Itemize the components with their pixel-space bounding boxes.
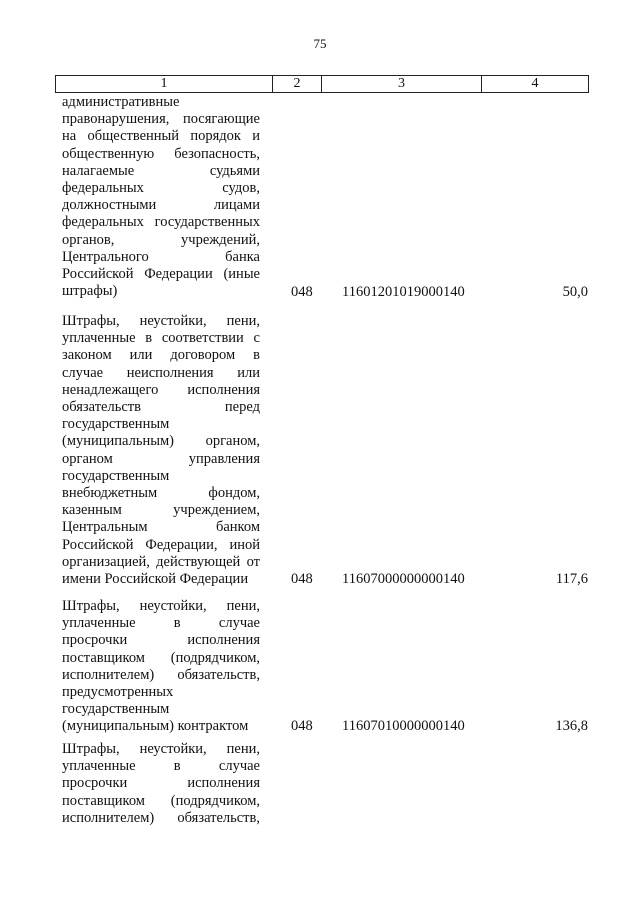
description-line: Российской Федерации (иные [62, 266, 260, 283]
description-line: просрочки исполнения [62, 632, 260, 649]
description-line: административные [62, 94, 180, 110]
description-line: уплаченные в случае [62, 615, 260, 632]
description-line: государственным [62, 701, 170, 718]
row-description [62, 313, 260, 588]
column-header-table [55, 75, 589, 93]
description-line: органов, учреждений, [62, 231, 260, 248]
amount-value: 50,0 [562, 284, 588, 300]
description-line: федеральных судов, [62, 180, 260, 197]
description-line: исполнителем) обязательств, [62, 809, 260, 826]
column-header-row [56, 76, 589, 93]
kbk-code: 11607010000000140 [342, 718, 465, 734]
description-line: обязательств перед [62, 399, 260, 416]
description-line: государственным [62, 467, 170, 484]
description-line: на общественный порядок и [62, 128, 260, 145]
description-line: федеральных государственных [62, 214, 260, 231]
row-description [62, 741, 260, 827]
description-line: штрафы) [62, 283, 118, 300]
description-line: должностными лицами [62, 197, 260, 214]
description-line: исполнителем) обязательств, [62, 666, 260, 683]
description-line: государственным [62, 416, 170, 433]
description-line: уплаченные в соответствии с [62, 330, 260, 347]
description-line: налагаемые судьями [62, 162, 260, 179]
description-line: законом или договором в [62, 347, 260, 364]
description-line: поставщиком (подрядчиком, [62, 792, 260, 809]
description-line: Штрафы, неустойки, пени, [62, 313, 260, 329]
description-line: органом управления [62, 450, 260, 467]
row-description [62, 94, 260, 300]
description-line: Штрафы, неустойки, пени, [62, 741, 260, 757]
description-line: внебюджетным фондом, [62, 485, 260, 502]
description-line: поставщиком (подрядчиком, [62, 649, 260, 666]
description-line: Центрального банка [62, 248, 260, 265]
admin-code: 048 [291, 718, 313, 734]
column-header-1: 1 [56, 76, 273, 93]
description-line: общественную безопасность, [62, 145, 260, 162]
column-header-3: 3 [322, 76, 482, 93]
description-line: организацией, действующей от [62, 553, 260, 570]
description-line: (муниципальным) органом, [62, 433, 260, 450]
description-line: ненадлежащего исполнения [62, 381, 260, 398]
description-line: имени Российской Федерации [62, 571, 249, 588]
kbk-code: 11601201019000140 [342, 284, 465, 300]
description-line: Российской Федерации, иной [62, 536, 260, 553]
description-line: случае неисполнения или [62, 364, 260, 381]
kbk-code: 11607000000000140 [342, 571, 465, 587]
description-line: правонарушения, посягающие [62, 111, 260, 128]
description-line: предусмотренных [62, 684, 174, 701]
page-number: 75 [313, 36, 327, 51]
amount-value: 117,6 [555, 571, 588, 587]
amount-value: 136,8 [555, 718, 588, 734]
description-line: Штрафы, неустойки, пени, [62, 598, 260, 614]
description-line: Центральным банком [62, 519, 260, 536]
description-line: казенным учреждением, [62, 502, 260, 519]
column-header-2: 2 [273, 76, 322, 93]
admin-code: 048 [291, 571, 313, 587]
admin-code: 048 [291, 284, 313, 300]
column-header-4: 4 [482, 76, 589, 93]
description-line: (муниципальным) контрактом [62, 718, 249, 735]
description-line: уплаченные в случае [62, 758, 260, 775]
description-line: просрочки исполнения [62, 775, 260, 792]
row-description [62, 598, 260, 736]
